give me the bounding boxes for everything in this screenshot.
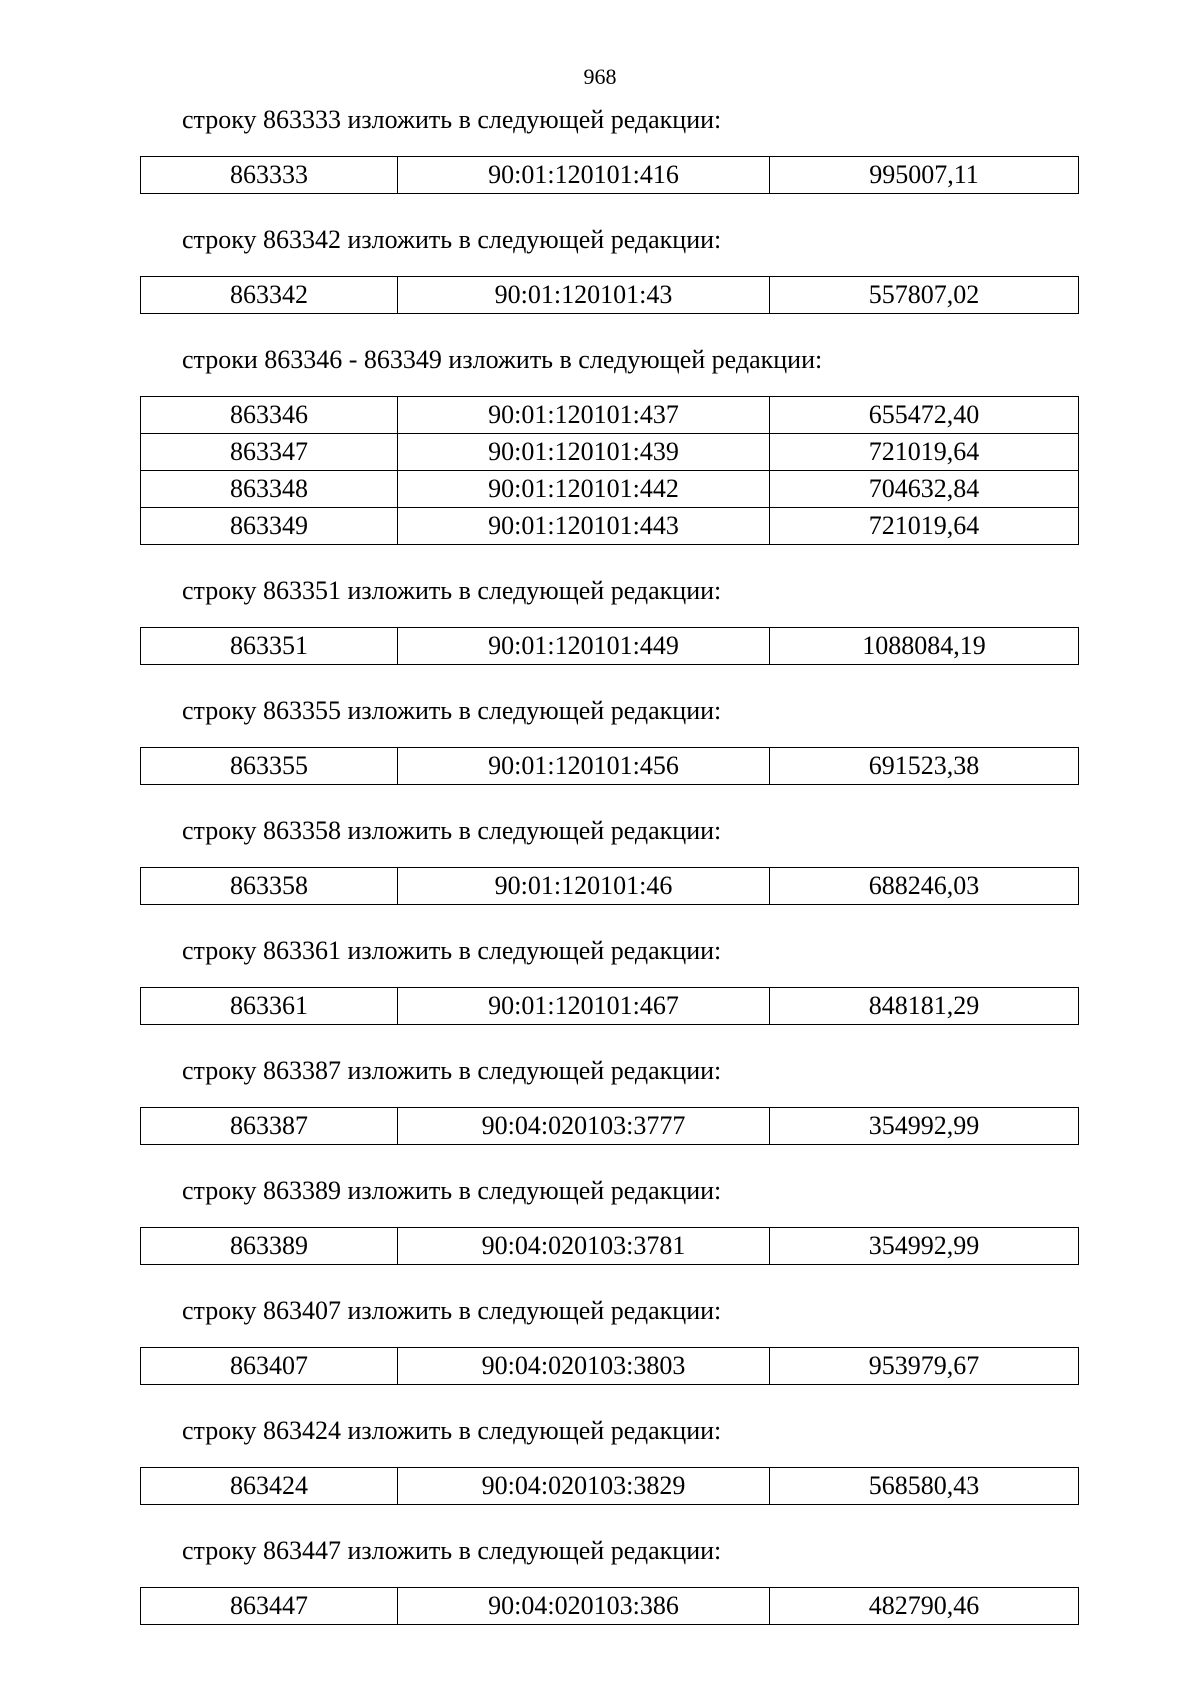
row-number-cell: 863347 [141,434,398,471]
amendment-table [140,1347,1079,1385]
amendment-table [140,627,1079,665]
row-number-cell: 863387 [141,1108,398,1145]
value-cell: 568580,43 [770,1468,1079,1505]
value-cell: 704632,84 [770,471,1079,508]
table-row [141,277,1079,314]
table-row [141,397,1079,434]
cadastral-number-cell: 90:01:120101:449 [398,628,770,665]
amendment-table [140,156,1079,194]
row-number-cell: 863447 [141,1588,398,1625]
amendment-table [140,1227,1079,1265]
cadastral-number-cell: 90:01:120101:46 [398,868,770,905]
amendment-section [140,344,1080,545]
table-row [141,748,1079,785]
table-row [141,868,1079,905]
amendment-table [140,276,1079,314]
value-cell: 482790,46 [770,1588,1079,1625]
cadastral-number-cell: 90:01:120101:467 [398,988,770,1025]
amendment-section [140,224,1080,314]
section-heading: строку 863355 изложить в следующей редакции: [182,696,722,725]
table-row [141,628,1079,665]
cadastral-number-cell: 90:01:120101:439 [398,434,770,471]
amendment-section [140,935,1080,1025]
amendment-section [140,1055,1080,1145]
amendment-section [140,1295,1080,1385]
row-number-cell: 863424 [141,1468,398,1505]
cadastral-number-cell: 90:01:120101:43 [398,277,770,314]
row-number-cell: 863361 [141,988,398,1025]
section-heading: строку 863389 изложить в следующей редакции: [182,1176,722,1205]
cadastral-number-cell: 90:04:020103:3829 [398,1468,770,1505]
section-heading: строку 863333 изложить в следующей редакции: [182,105,722,134]
table-row [141,1108,1079,1145]
value-cell: 1088084,19 [770,628,1079,665]
row-number-cell: 863351 [141,628,398,665]
row-number-cell: 863407 [141,1348,398,1385]
section-heading: строки 863346 - 863349 изложить в следующей редакции: [182,345,823,374]
amendment-section [140,815,1080,905]
row-number-cell: 863342 [141,277,398,314]
table-row [141,1348,1079,1385]
value-cell: 995007,11 [770,157,1079,194]
section-heading: строку 863424 изложить в следующей редакции: [182,1416,722,1445]
value-cell: 354992,99 [770,1228,1079,1265]
amendment-section [140,1415,1080,1505]
table-row [141,1588,1079,1625]
amendment-section [140,104,1080,194]
value-cell: 848181,29 [770,988,1079,1025]
amendment-table [140,1107,1079,1145]
page-number: 968 [583,64,617,89]
row-number-cell: 863355 [141,748,398,785]
cadastral-number-cell: 90:04:020103:3777 [398,1108,770,1145]
cadastral-number-cell: 90:04:020103:3781 [398,1228,770,1265]
amendment-table [140,396,1079,545]
amendment-section [140,1535,1080,1625]
cadastral-number-cell: 90:01:120101:437 [398,397,770,434]
section-heading: строку 863387 изложить в следующей редакции: [182,1056,722,1085]
value-cell: 655472,40 [770,397,1079,434]
section-heading: строку 863407 изложить в следующей редакции: [182,1296,722,1325]
value-cell: 354992,99 [770,1108,1079,1145]
amendment-section [140,695,1080,785]
row-number-cell: 863346 [141,397,398,434]
amendment-table [140,1467,1079,1505]
cadastral-number-cell: 90:01:120101:442 [398,471,770,508]
table-row [141,1468,1079,1505]
section-heading: строку 863361 изложить в следующей редакции: [182,936,722,965]
value-cell: 688246,03 [770,868,1079,905]
amendment-table [140,747,1079,785]
document-body [140,104,1080,1655]
row-number-cell: 863333 [141,157,398,194]
table-row [141,508,1079,545]
amendment-table [140,987,1079,1025]
table-row [141,157,1079,194]
cadastral-number-cell: 90:01:120101:416 [398,157,770,194]
row-number-cell: 863348 [141,471,398,508]
amendment-table [140,1587,1079,1625]
value-cell: 953979,67 [770,1348,1079,1385]
table-row [141,471,1079,508]
amendment-section [140,575,1080,665]
value-cell: 691523,38 [770,748,1079,785]
value-cell: 721019,64 [770,508,1079,545]
row-number-cell: 863358 [141,868,398,905]
cadastral-number-cell: 90:04:020103:3803 [398,1348,770,1385]
section-heading: строку 863358 изложить в следующей редакции: [182,816,722,845]
value-cell: 721019,64 [770,434,1079,471]
table-row [141,434,1079,471]
table-row [141,988,1079,1025]
cadastral-number-cell: 90:01:120101:456 [398,748,770,785]
section-heading: строку 863447 изложить в следующей редакции: [182,1536,722,1565]
cadastral-number-cell: 90:04:020103:386 [398,1588,770,1625]
section-heading: строку 863351 изложить в следующей редакции: [182,576,722,605]
row-number-cell: 863349 [141,508,398,545]
section-heading: строку 863342 изложить в следующей редакции: [182,225,722,254]
amendment-section [140,1175,1080,1265]
row-number-cell: 863389 [141,1228,398,1265]
amendment-table [140,867,1079,905]
value-cell: 557807,02 [770,277,1079,314]
cadastral-number-cell: 90:01:120101:443 [398,508,770,545]
table-row [141,1228,1079,1265]
